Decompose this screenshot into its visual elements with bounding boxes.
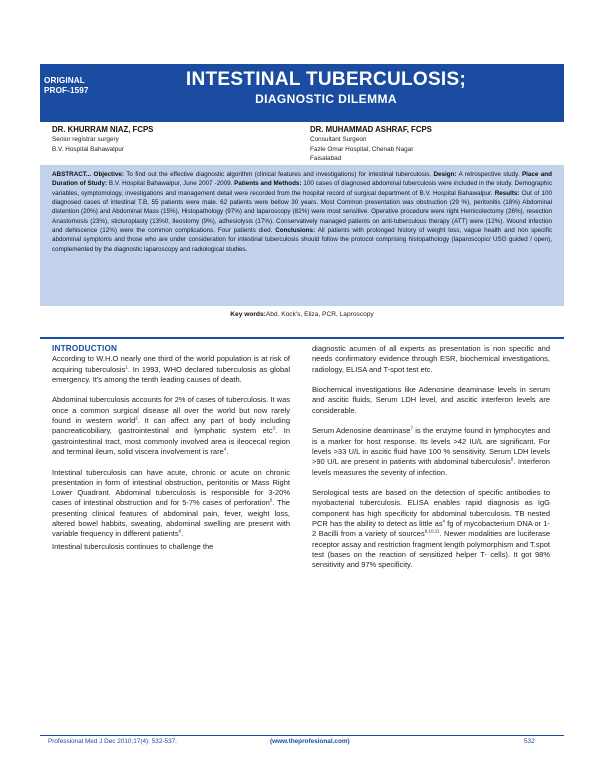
paragraph-text: . In gastrointestinal tract, most commonly involved area is ileocecal region and terminal ileum, solid viscera involvement is rare (52, 426, 290, 456)
results-label: Results: (494, 189, 520, 197)
citation-ref: 2 (135, 415, 138, 421)
page-number: 532 (524, 738, 535, 745)
keywords (40, 310, 564, 319)
keywords-label: Key words: (230, 311, 266, 318)
paragraph-text: . Interferon levels measures the severity of infection. (312, 457, 550, 477)
paragraph-text: . Newer modalities are luciferase receptor assay and restriction fragment length polymorphism and T.spot test (bases on the reaction of sensitized helper T- cells). It got 98% sensitivity and 97% specificity. (312, 529, 551, 570)
author-name: DR. MUHAMMAD ASHRAF, FCPS (310, 125, 432, 134)
citation-ref: 4 (223, 446, 227, 452)
paragraph: Biochemical investigations like Adenosine deaminase levels in serum and ascitic fluids, Serum LDH level, and ascitic interferon levels are considerable. (312, 385, 550, 415)
paragraph-text: . The presenting clinical features of abdominal pain, fever, weight loss, altered bowel habbits, sweating, abdominal swelling are present with variable frequency in different patients (52, 498, 290, 539)
paragraph-text: is the enzyme found in lymphocytes and is a marker for host response. Its levels >42 IU/L are significant. For levels >33 U/L in ascitic fluid have 100 % sensitivity. Serum LDH levels >90 U/L are present in patients with abdominal tuberculosis (312, 426, 550, 467)
paragraph-text: Intestinal tuberculosis can have acute, chronic or acute on chronic presentation in form of intestinal obstruction, peritonitis or Mass Right Lower Quadrant. Abdominal tuberculosis is responsible for 3-20% cases of intestinal obstruction and for 5-7% cases of perforation (52, 467, 290, 508)
paragraph (52, 395, 290, 457)
abstract-objective: To find out the effective diagnostic algorithm (clinical features and investigations) for intestinal tuberculosis. (124, 171, 434, 178)
author-title: Consultant Surgeon (310, 136, 367, 143)
paragraph: Intestinal tuberculosis continues to challenge the (52, 541, 214, 551)
place-label: Place and Duration of Study: (52, 171, 552, 188)
footer-divider (40, 735, 564, 736)
abstract-results: Out of 100 diagnosed cases of intestinal T.B, 55 patients were male. 62 patients were bellow 30 years. Most Common presentation was obstruction (29 %), peritonitis (18%) Abdominal distention (20%) and Abdominal Mass (15%), Histopathology (97%) and laparoscopy (82%) were most sensitive. Operative procedure were right Hemicolectomy (26%), resection Anastomosis (23%), sticturoplasty (13%0, Ileostomy (9%), adhesiolysis (17%). Conservatively managed patients on anti-tuberculous therapy (ATT) were (12%). Wound infection and dehiscence (12%) were the common complications. Four patients died. (52, 189, 552, 235)
abstract-place: B.V. Hospital Bahawalpur, June 2007 -2009. (107, 180, 235, 188)
section-heading: INTRODUCTION (52, 344, 118, 353)
paragraph-text: fg of mycobacterium DNA or 1-2 Bacilli from a variety of sources (312, 519, 550, 539)
paragraph-text: . In 1993, WHO declared tuberculosis as global emergency. It's among the tenth leading causes of death. (52, 364, 290, 384)
paragraph-text: Serum Adenosine deaminase (312, 426, 411, 436)
abstract-design: A retrospective study. (456, 171, 522, 178)
citation-ref: 4 (442, 518, 446, 524)
author-title: Senior registrar surgery (52, 136, 119, 143)
article-subtitle: DIAGNOSTIC DILEMMA (255, 92, 397, 106)
paragraph-text: According to W.H.O nearly one third of the world population is at risk of acquiring tuberculosis (52, 354, 290, 374)
paragraph-text: . It can affect any part of body including pancreaticobiliary, gastrointestinal and lymphatic system etc (52, 416, 290, 436)
paragraph (312, 426, 550, 477)
citation-ref: 6 (178, 528, 182, 534)
paragraph (52, 468, 290, 540)
footer-website-link[interactable]: (www.theprofesional.com) (270, 738, 350, 745)
abstract-text (52, 170, 552, 254)
methods-label: Patients and Methods: (234, 180, 302, 188)
citation-ref: 1 (125, 364, 128, 370)
paragraph (52, 354, 290, 385)
abstract-label: ABSTRACT... Objective: (52, 171, 125, 178)
author-name: DR. KHURRAM NIAZ, FCPS (52, 125, 154, 134)
author-block-1 (52, 125, 272, 154)
article-type-label (44, 76, 114, 96)
author-block-2 (310, 125, 560, 164)
article-title: INTESTINAL TUBERCULOSIS; (185, 69, 467, 90)
paragraph-text: . (181, 529, 184, 539)
citation-ref: 9,10,11 (424, 528, 440, 534)
design-label: Design: (433, 171, 457, 178)
abstract-conclusions: All patients with prolonged history of weight loss, vague health and non specific abdominal symptoms and those who are under consideration for intestinal tuberculosis should follow the protocol comprising histopathology (laparoscopic/ USG guided / open), complemented by the diagnostic laparoscopy and radiological studies. (52, 227, 552, 253)
footer-citation: Professional Med J Dec 2010;17(4): 532-537. (48, 738, 177, 745)
paragraph-text: Serological tests are based on the detection of specific antibodies to myobacterial tuberculosis. ELISA enables rapid diagnosis as IgG component has high specificity for abdominal tuberculosis. TB nested PCR has the ability to detect as little as (312, 488, 550, 529)
citation-ref: 8 (510, 456, 514, 462)
paragraph: diagnostic acumen of all experts as presentation is non specific and needs confirmatory evidence through ESR, biochemical investigations, radiology, ELISA and T-spot test etc. (312, 344, 550, 374)
article-type: ORIGINAL (44, 76, 85, 85)
paragraph-text: Abdominal tuberculosis accounts for 2% of cases of tuberculosis. It was once a common surgical disease all over the world but now rarely found in western world (52, 395, 290, 426)
citation-ref: 5 (269, 497, 273, 503)
paragraph-text: . (226, 446, 229, 456)
author-affiliation: Fazle Omar Hospital, Chenab Nagar (310, 145, 414, 153)
body-column-right (312, 344, 550, 571)
paragraph (312, 488, 550, 570)
abstract-methods: 100 cases of diagnosed abdominal tuberculosis were included in the study. Demographic variables, symptomology, investigations and management detail were recorded from the hospital record of surgical department of B.V. Hospital Bahawalpur. (52, 180, 552, 197)
author-affiliation: B.V. Hospital Bahawalpur (52, 145, 124, 153)
article-code: PROF-1597 (44, 86, 89, 95)
divider (40, 337, 564, 339)
citation-ref: 7 (410, 425, 413, 431)
author-location: Faisalabad (310, 155, 342, 163)
keywords-text: Abd. Kock's, Eliza, PCR, Laproscopy (265, 311, 374, 318)
abstract-box (40, 165, 564, 306)
body-column-left (52, 344, 290, 552)
conclusions-label: Conclusions: (275, 227, 316, 235)
citation-ref: 3 (272, 425, 276, 431)
